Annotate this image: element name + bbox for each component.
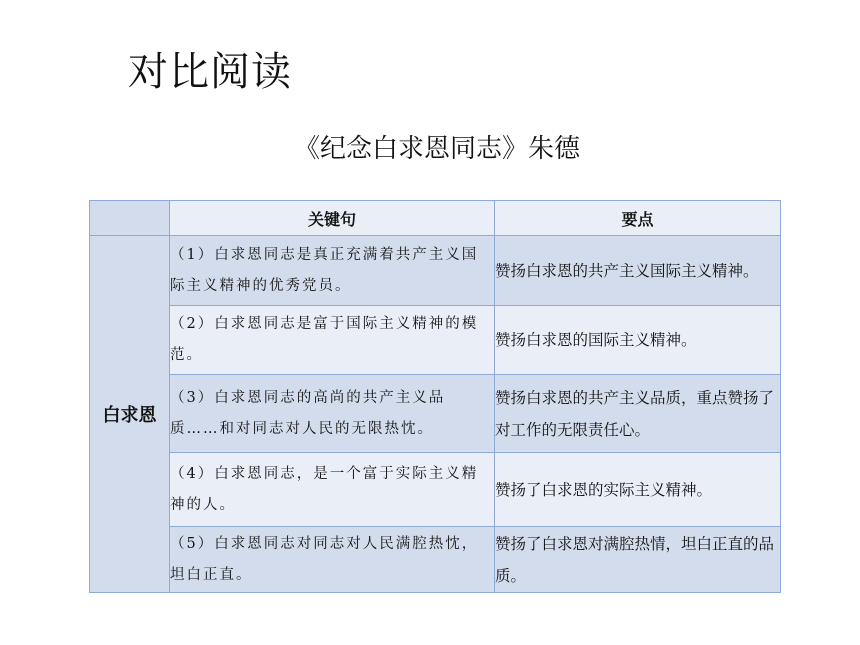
- page-heading: 对比阅读: [128, 49, 292, 95]
- table-row: [90, 527, 781, 593]
- row-label: 白求恩: [90, 236, 170, 593]
- table-row: [90, 306, 781, 375]
- table-row: [90, 236, 781, 306]
- sentence-cell: （1）白求恩同志是真正充满着共产主义国际主义精神的优秀党员。: [170, 236, 495, 306]
- point-cell: 赞扬白求恩的共产主义国际主义精神。: [495, 236, 781, 306]
- header-cell-blank: [90, 201, 170, 236]
- sentence-cell: （3）白求恩同志的高尚的共产主义品质……和对同志对人民的无限热忱。: [170, 375, 495, 453]
- point-cell: 赞扬了白求恩的实际主义精神。: [495, 453, 781, 527]
- sentence-cell: （4）白求恩同志，是一个富于实际主义精神的人。: [170, 453, 495, 527]
- point-cell: 赞扬白求恩的共产主义品质，重点赞扬了对工作的无限责任心。: [495, 375, 781, 453]
- point-cell: 赞扬了白求恩对满腔热情，坦白正直的品质。: [495, 527, 781, 593]
- sentence-cell: （2）白求恩同志是富于国际主义精神的模范。: [170, 306, 495, 375]
- header-cell-key-sentence: 关键句: [170, 201, 495, 236]
- page-subtitle: 《纪念白求恩同志》朱德: [293, 134, 580, 164]
- header-cell-key-point: 要点: [495, 201, 781, 236]
- table-header-row: [90, 201, 781, 236]
- table-row: [90, 375, 781, 453]
- comparison-table: [89, 200, 781, 593]
- table-row: [90, 453, 781, 527]
- sentence-cell: （5）白求恩同志对同志对人民满腔热忱，坦白正直。: [170, 527, 495, 593]
- point-cell: 赞扬白求恩的国际主义精神。: [495, 306, 781, 375]
